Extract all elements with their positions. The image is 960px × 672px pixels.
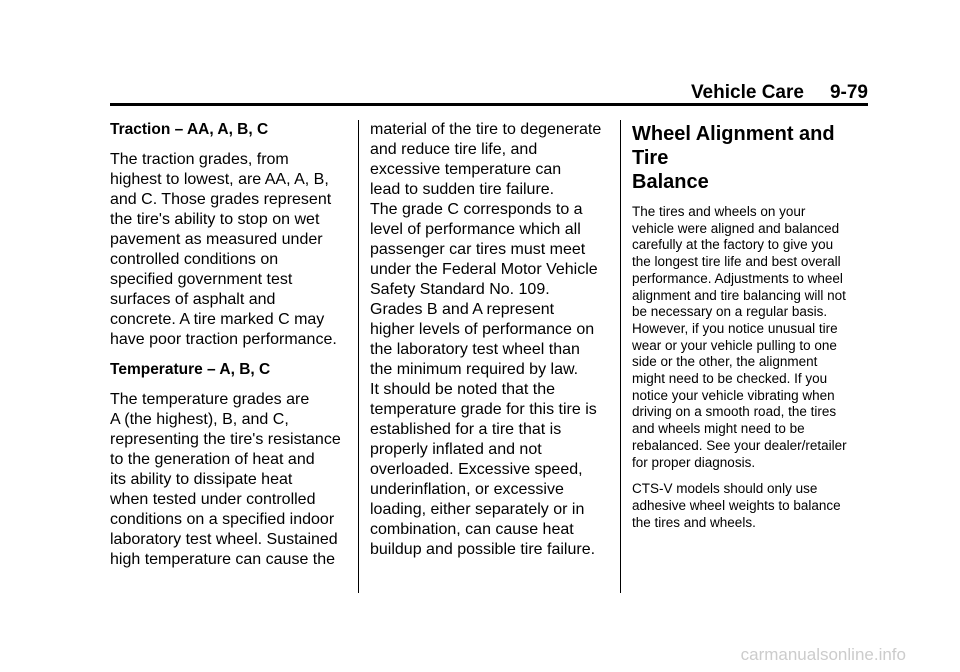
page-number: 9-79: [829, 82, 868, 103]
text-line: combination, can cause heat: [370, 521, 574, 538]
text-line: adhesive wheel weights to balance: [632, 497, 841, 513]
text-line: wear or your vehicle pulling to one: [632, 337, 837, 353]
text-line: might need to be checked. If you: [632, 371, 828, 387]
column-2: [370, 120, 610, 570]
text-line: It should be noted that the: [370, 381, 556, 398]
text-line: However, if you notice unusual tire: [632, 320, 838, 336]
text-line: surfaces of asphalt and: [110, 291, 276, 308]
text-line: passenger car tires must meet: [370, 241, 586, 258]
text-line: driving on a smooth road, the tires: [632, 404, 837, 420]
text-line: highest to lowest, are AA, A, B,: [110, 171, 329, 188]
text-line: performance. Adjustments to wheel: [632, 270, 843, 286]
text-line: higher levels of performance on: [370, 321, 595, 338]
column-divider: [620, 120, 621, 593]
text-line: carefully at the factory to give you: [632, 237, 834, 253]
text-line: material of the tire to degenerate: [370, 121, 602, 138]
text-line: controlled conditions on: [110, 251, 279, 268]
heading-line: Wheel Alignment and Tire: [632, 123, 835, 169]
text-line: for proper diagnosis.: [632, 454, 756, 470]
text-line: lead to sudden tire failure.: [370, 181, 555, 198]
text-line: its ability to dissipate heat: [110, 471, 293, 488]
text-line: and C. Those grades represent: [110, 191, 332, 208]
text-line: notice your vehicle vibrating when: [632, 387, 835, 403]
header-rule: [110, 103, 868, 106]
temperature-paragraph: [110, 390, 355, 570]
text-line: vehicle were aligned and balanced: [632, 220, 840, 236]
text-line: level of performance which all: [370, 221, 581, 238]
text-line: under the Federal Motor Vehicle: [370, 261, 598, 278]
temperature-heading: Temperature – A, B, C: [110, 361, 271, 378]
text-line: alignment and tire balancing will not: [632, 287, 846, 303]
text-line: The grade C corresponds to a: [370, 201, 583, 218]
text-line: laboratory test wheel. Sustained: [110, 531, 338, 548]
text-line: A (the highest), B, and C,: [110, 411, 289, 428]
text-line: and reduce tire life, and: [370, 141, 538, 158]
text-line: the longest tire life and best overall: [632, 254, 841, 270]
temperature-paragraph-continued: [370, 120, 610, 560]
text-line: side or the other, the alignment: [632, 354, 818, 370]
text-line: loading, either separately or in: [370, 501, 585, 518]
column-3: [632, 120, 868, 541]
text-line: temperature grade for this tire is: [370, 401, 597, 418]
text-line: when tested under controlled: [110, 491, 316, 508]
wheel-alignment-paragraph: [632, 204, 868, 471]
text-line: overloaded. Excessive speed,: [370, 461, 583, 478]
text-line: CTS-V models should only use: [632, 481, 818, 497]
column-divider: [358, 120, 359, 593]
heading-line: Balance: [632, 171, 709, 193]
text-line: have poor traction performance.: [110, 331, 337, 348]
text-line: Safety Standard No. 109.: [370, 281, 550, 298]
text-line: concrete. A tire marked C may: [110, 311, 325, 328]
text-line: representing the tire's resistance: [110, 431, 341, 448]
text-line: pavement as measured under: [110, 231, 323, 248]
text-line: The tires and wheels on your: [632, 204, 806, 219]
text-line: the tire's ability to stop on wet: [110, 211, 320, 228]
text-line: buildup and possible tire failure.: [370, 541, 596, 558]
text-line: the laboratory test wheel than: [370, 341, 580, 358]
text-line: high temperature can cause the: [110, 551, 336, 568]
traction-paragraph: [110, 150, 355, 350]
text-line: underinflation, or excessive: [370, 481, 564, 498]
text-line: The traction grades, from: [110, 151, 289, 168]
page-header: [691, 82, 868, 104]
text-line: The temperature grades are: [110, 391, 310, 408]
text-line: properly inflated and not: [370, 441, 542, 458]
watermark: carmanualsonline.info: [740, 645, 906, 664]
text-line: and wheels might need to be: [632, 421, 805, 437]
text-line: conditions on a specified indoor: [110, 511, 335, 528]
text-line: Grades B and A represent: [370, 301, 555, 318]
section-title: Vehicle Care: [690, 82, 804, 103]
text-line: excessive temperature can: [370, 161, 562, 178]
column-1: [110, 120, 355, 580]
wheel-alignment-heading: [632, 122, 868, 194]
text-line: to the generation of heat and: [110, 451, 315, 468]
text-line: the tires and wheels.: [632, 514, 756, 530]
text-line: be necessary on a regular basis.: [632, 304, 828, 320]
traction-heading: Traction – AA, A, B, C: [110, 121, 269, 138]
text-line: the minimum required by law.: [370, 361, 579, 378]
text-line: established for a tire that is: [370, 421, 562, 438]
cts-v-paragraph: [632, 481, 868, 531]
text-line: rebalanced. See your dealer/retailer: [632, 437, 847, 453]
text-line: specified government test: [110, 271, 293, 288]
